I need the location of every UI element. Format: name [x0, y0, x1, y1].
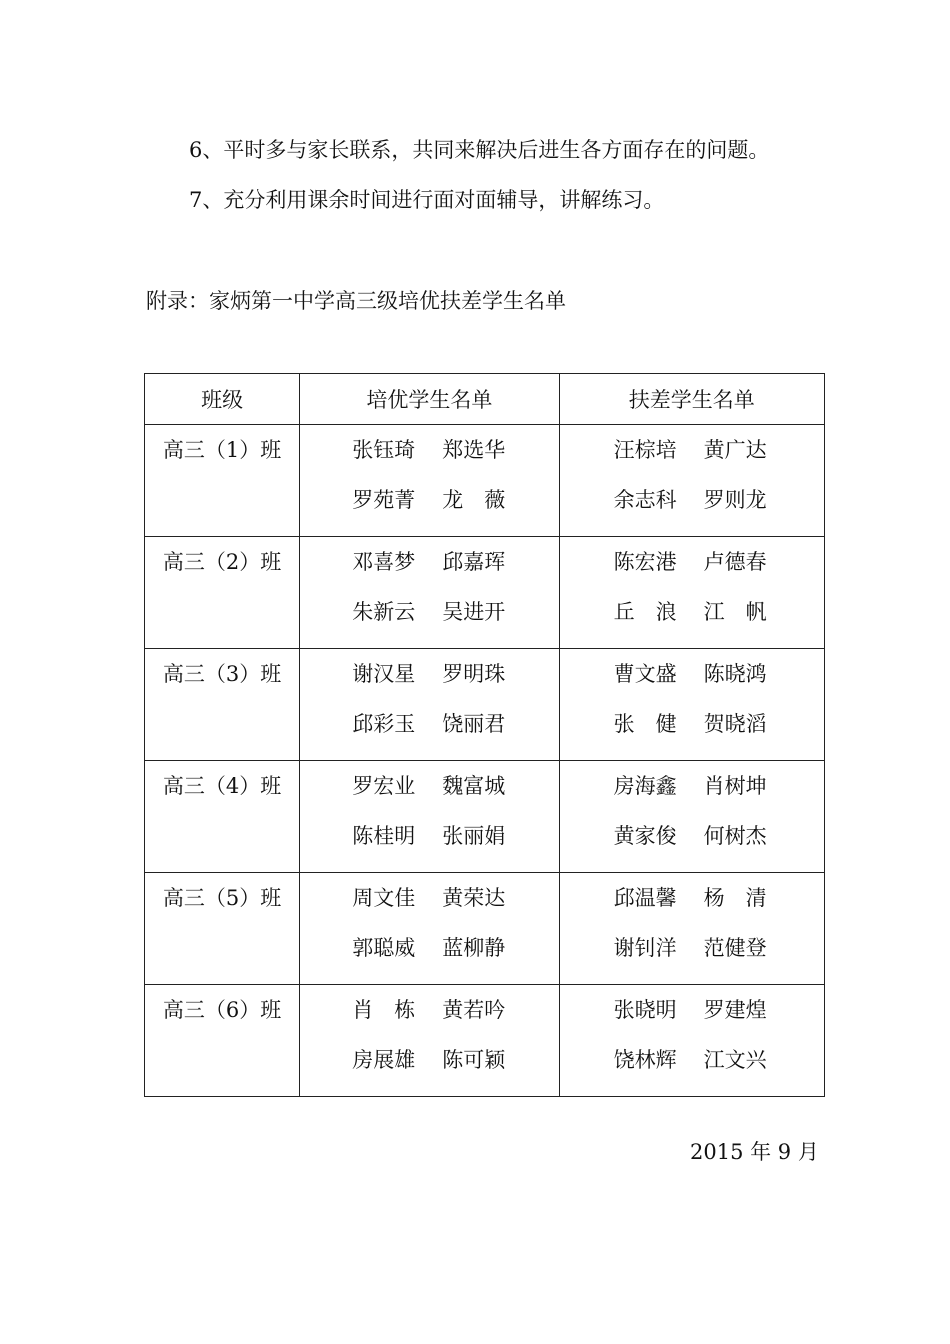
student-name: 陈宏港: [613, 550, 677, 574]
student-name: 黄广达: [703, 438, 767, 462]
student-name: 何树杰: [703, 824, 767, 848]
top-students-cell: [300, 649, 559, 761]
help-students-cell: [559, 985, 824, 1097]
student-name: 罗建煌: [703, 998, 767, 1022]
top-students-cell: [300, 873, 559, 985]
class-cell: 高三（4）班: [145, 761, 300, 873]
student-name: 汪棕培: [613, 438, 677, 462]
table-row: [145, 537, 825, 649]
student-name: 饶林辉: [613, 1048, 677, 1072]
student-name: 龙 薇: [442, 488, 506, 512]
student-name: 张 健: [613, 712, 677, 736]
student-name: 周文佳: [352, 886, 416, 910]
student-name: 肖 栋: [352, 998, 416, 1022]
student-name: 江文兴: [703, 1048, 767, 1072]
student-name: 黄家俊: [613, 824, 677, 848]
student-name: 罗宏业: [352, 774, 416, 798]
class-cell: 高三（1）班: [145, 425, 300, 537]
student-name: 范健登: [703, 936, 767, 960]
student-roster-table: [144, 373, 825, 1097]
paragraph-item-6: 6、平时多与家长联系，共同来解决后进生各方面存在的问题。: [189, 138, 770, 162]
top-students-cell: [300, 985, 559, 1097]
student-name: 邱嘉珲: [442, 550, 506, 574]
table-row: [145, 425, 825, 537]
student-name: 陈晓鸿: [703, 662, 767, 686]
help-students-cell: [559, 761, 824, 873]
table-row: [145, 985, 825, 1097]
top-students-cell: [300, 537, 559, 649]
student-name: 张晓明: [613, 998, 677, 1022]
student-name: 杨 清: [703, 886, 767, 910]
header-top-students: 培优学生名单: [300, 374, 559, 425]
paragraph-item-7: 7、充分利用课余时间进行面对面辅导，讲解练习。: [189, 188, 665, 212]
help-students-cell: [559, 537, 824, 649]
top-students-cell: [300, 761, 559, 873]
student-name: 陈桂明: [352, 824, 416, 848]
class-cell: 高三（5）班: [145, 873, 300, 985]
student-name: 罗苑菁: [352, 488, 416, 512]
table-row: [145, 761, 825, 873]
student-name: 郑选华: [442, 438, 506, 462]
student-name: 张钰琦: [352, 438, 416, 462]
student-name: 邱彩玉: [352, 712, 416, 736]
document-date: 2015 年 9 月: [690, 1140, 819, 1164]
student-name: 余志科: [613, 488, 677, 512]
class-cell: 高三（6）班: [145, 985, 300, 1097]
student-name: 吴进开: [442, 600, 506, 624]
header-help-students: 扶差学生名单: [559, 374, 824, 425]
student-name: 郭聪威: [352, 936, 416, 960]
student-name: 朱新云: [352, 600, 416, 624]
student-name: 罗则龙: [703, 488, 767, 512]
student-name: 房海鑫: [613, 774, 677, 798]
student-name: 邱温馨: [613, 886, 677, 910]
table-row: [145, 873, 825, 985]
student-name: 江 帆: [703, 600, 767, 624]
student-name: 贺晓滔: [703, 712, 767, 736]
student-name: 邓喜梦: [352, 550, 416, 574]
appendix-title: 附录：家炳第一中学高三级培优扶差学生名单: [146, 289, 566, 313]
student-name: 曹文盛: [613, 662, 677, 686]
top-students-cell: [300, 425, 559, 537]
help-students-cell: [559, 425, 824, 537]
table-row: [145, 649, 825, 761]
student-name: 黄若吟: [442, 998, 506, 1022]
student-name: 肖树坤: [703, 774, 767, 798]
help-students-cell: [559, 873, 824, 985]
student-name: 张丽娟: [442, 824, 506, 848]
student-name: 饶丽君: [442, 712, 506, 736]
class-cell: 高三（2）班: [145, 537, 300, 649]
student-name: 魏富城: [442, 774, 506, 798]
student-name: 陈可颖: [442, 1048, 506, 1072]
student-name: 蓝柳静: [442, 936, 506, 960]
header-class: 班级: [145, 374, 300, 425]
student-name: 房展雄: [352, 1048, 416, 1072]
student-name: 卢德春: [703, 550, 767, 574]
student-name: 黄荣达: [442, 886, 506, 910]
student-name: 罗明珠: [442, 662, 506, 686]
help-students-cell: [559, 649, 824, 761]
student-name: 丘 浪: [613, 600, 677, 624]
student-name: 谢钊洋: [613, 936, 677, 960]
table-header-row: [145, 374, 825, 425]
class-cell: 高三（3）班: [145, 649, 300, 761]
student-name: 谢汉星: [352, 662, 416, 686]
